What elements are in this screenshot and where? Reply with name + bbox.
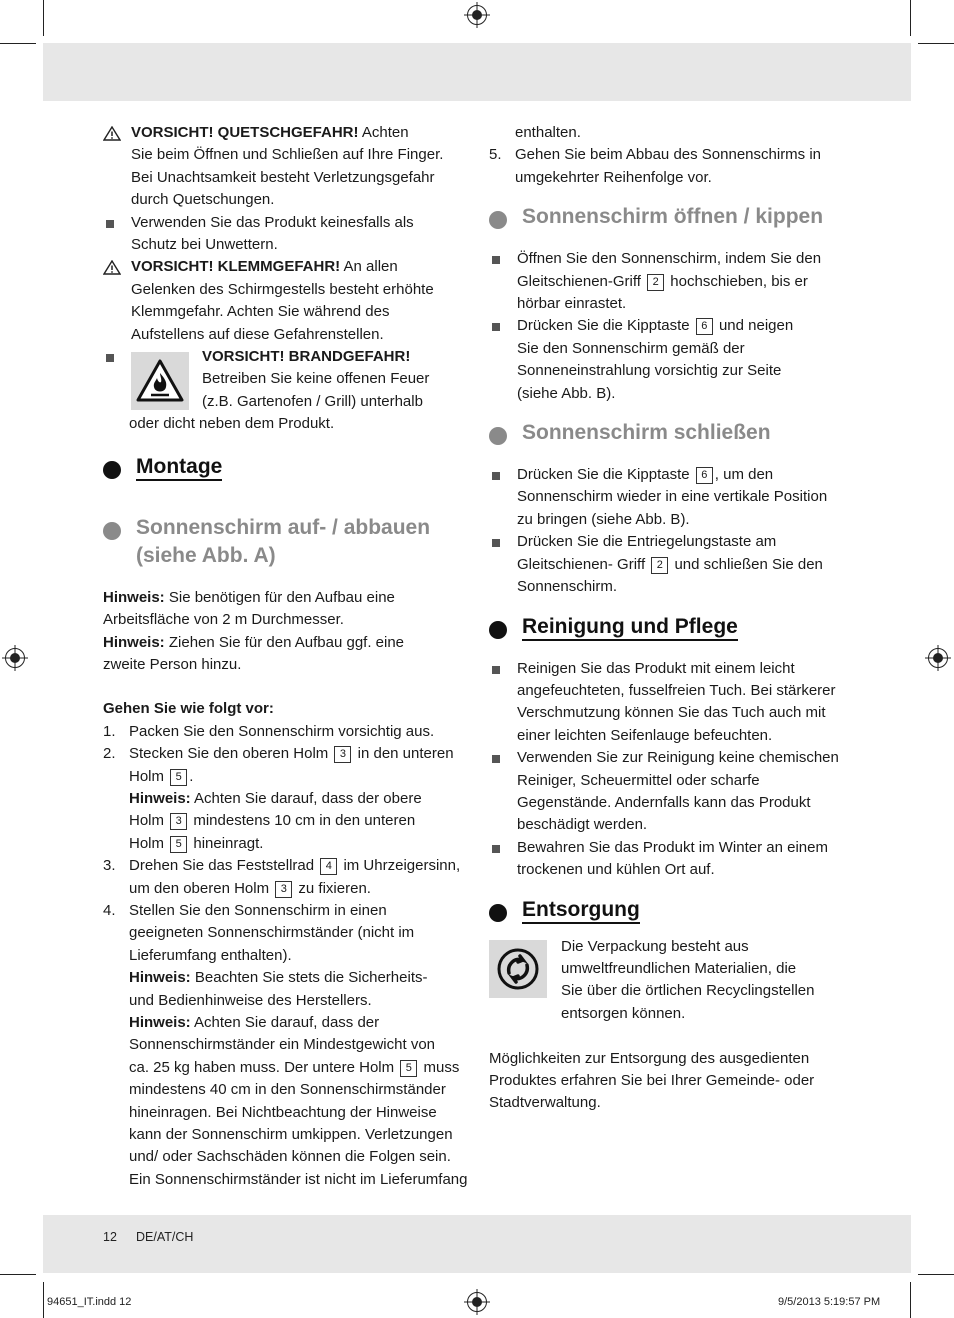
heading-setup xyxy=(103,514,469,570)
heading-close xyxy=(489,419,857,447)
warning-clamp xyxy=(103,256,469,346)
bullet-item xyxy=(489,464,857,531)
text: mindestens 40 cm in den Sonnenschirmständer xyxy=(129,1081,446,1099)
slug-file: 94651_IT.indd 12 xyxy=(47,1296,132,1308)
text: ca. 25 kg haben muss. Der untere Holm xyxy=(129,1058,395,1076)
text: angefeuchteten, fusselfreien Tuch. Bei stärkerer xyxy=(517,681,836,699)
text: zweite Person hinzu. xyxy=(103,655,242,673)
crop-mark xyxy=(0,1274,36,1275)
text: hochschieben, bis er xyxy=(670,272,808,290)
text: (siehe Abb. B). xyxy=(517,384,616,402)
text: Packen Sie den Sonnenschirm vorsichtig aus. xyxy=(129,722,435,740)
text: umweltfreundlichen Materialien, die xyxy=(561,959,797,977)
text: geeigneten Sonnenschirmständer (nicht im xyxy=(129,924,415,942)
text: Sonneneinstrahlung vorsichtig zur Seite xyxy=(517,362,782,380)
text: Sie den Sonnenschirm gemäß der xyxy=(517,339,745,357)
step-5 xyxy=(489,144,857,189)
text: entsorgen können. xyxy=(561,1004,686,1022)
text: (z.B. Gartenofen / Grill) unterhalb xyxy=(202,392,423,410)
part-ref: 5 xyxy=(170,836,187,853)
text: zu fixieren. xyxy=(298,879,371,897)
bullet-item xyxy=(489,837,857,882)
part-ref: 2 xyxy=(647,274,664,291)
hint-label: Hinweis: xyxy=(129,969,191,987)
text: Arbeitsfläche von 2 m Durchmesser. xyxy=(103,611,344,629)
heading-text: Sonnenschirm öffnen / kippen xyxy=(522,205,824,229)
text: und Bedienhinweise des Herstellers. xyxy=(129,991,372,1009)
text: und neigen xyxy=(718,317,794,335)
text: muss xyxy=(423,1058,460,1076)
text: Schutz bei Unwettern. xyxy=(131,236,278,254)
text: Gleitschienen- Griff xyxy=(517,555,646,573)
text: in den unteren xyxy=(357,745,454,763)
part-ref: 4 xyxy=(320,858,337,875)
crop-mark xyxy=(43,1282,44,1318)
text: Holm xyxy=(129,812,165,830)
page-number: 12 xyxy=(103,1230,117,1244)
recycle-icon xyxy=(489,940,547,998)
heading-text: (siehe Abb. A) xyxy=(136,543,276,567)
text: Gleitschienen-Griff xyxy=(517,272,641,290)
step-number: 2. xyxy=(103,745,116,763)
steps-title: Gehen Sie wie folgt vor: xyxy=(103,700,274,718)
part-ref: 3 xyxy=(334,746,351,763)
text: Sonnenschirmständer ein Mindestgewicht von xyxy=(129,1036,435,1054)
text: Drehen Sie das Feststellrad xyxy=(129,857,315,875)
heading-montage xyxy=(103,453,469,481)
heading-text: Montage xyxy=(136,455,222,481)
part-ref: 6 xyxy=(696,318,713,335)
text: Sonnenschirm. xyxy=(517,578,618,596)
hint-label: Hinweis: xyxy=(129,1014,191,1031)
text: hineinragen. Bei Nichtbeachtung der Hinweise xyxy=(129,1103,437,1121)
text: Sonnenschirm wieder in eine vertikale Position xyxy=(517,488,828,506)
text: Produktes erfahren Sie bei Ihrer Gemeinde- oder xyxy=(489,1071,815,1089)
text: und schließen Sie den xyxy=(674,555,823,573)
bullet-square-icon xyxy=(492,755,500,763)
heading-text: Reinigung und Pflege xyxy=(522,615,738,641)
fire-warning-icon xyxy=(131,352,189,410)
text: Gehen Sie beim Abbau des Sonnenschirms in xyxy=(515,146,822,164)
heading-bullet-icon xyxy=(489,904,507,922)
text: beschädigt werden. xyxy=(517,816,648,834)
text: Sie über die örtlichen Recyclingstellen xyxy=(561,982,815,1000)
part-ref: 3 xyxy=(275,881,292,898)
part-ref: 3 xyxy=(170,813,187,830)
text: trockenen und kühlen Ort auf. xyxy=(517,861,715,879)
text: Achten Sie darauf, dass der xyxy=(190,1014,380,1031)
part-ref: 2 xyxy=(651,557,668,574)
heading-bullet-icon xyxy=(489,621,507,639)
heading-text: Sonnenschirm auf- / abbauen xyxy=(136,515,431,539)
bullet-square-icon xyxy=(492,472,500,480)
region-label: DE/AT/CH xyxy=(136,1230,194,1244)
bullet-item xyxy=(489,315,857,405)
text: und/ oder Sachschäden können die Folgen sein. xyxy=(129,1148,451,1166)
text: hörbar einrastet. xyxy=(517,295,627,313)
text: oder dicht neben dem Produkt. xyxy=(129,415,335,433)
text: mindestens 10 cm in den unteren xyxy=(193,812,416,830)
part-ref: 6 xyxy=(696,467,713,484)
text: Klemmgefahr. Achten Sie während des xyxy=(131,303,390,321)
text: Lieferumfang enthalten). xyxy=(129,946,292,964)
text: An allen xyxy=(340,258,398,276)
warning-title: VORSICHT! QUETSCHGEFAHR! xyxy=(131,124,359,141)
text: enthalten. xyxy=(515,124,581,141)
step-2 xyxy=(103,743,469,855)
text: Holm xyxy=(129,834,165,852)
text: Stecken Sie den oberen Holm xyxy=(129,745,329,763)
step-number: 1. xyxy=(103,722,116,740)
text: Drücken Sie die Kipptaste xyxy=(517,317,690,335)
warning-fire xyxy=(103,346,469,436)
part-ref: 5 xyxy=(170,769,187,786)
heading-text: Entsorgung xyxy=(522,898,640,924)
crop-mark xyxy=(0,43,36,44)
text: Sie beim Öffnen und Schließen auf Ihre Finger. xyxy=(131,146,444,164)
registration-mark-icon xyxy=(467,1292,487,1312)
slug-date: 9/5/2013 5:19:57 PM xyxy=(778,1296,881,1308)
text: Drücken Sie die Entriegelungstaste am xyxy=(517,533,777,551)
warning-title: VORSICHT! KLEMMGEFAHR! xyxy=(131,258,341,276)
heading-open-tilt xyxy=(489,203,857,231)
text: Verwenden Sie das Produkt keinesfalls als xyxy=(131,213,414,231)
text: , um den xyxy=(714,466,774,484)
hint-label: Hinweis: xyxy=(129,789,191,807)
text: um den oberen Holm xyxy=(129,879,270,897)
part-ref: 5 xyxy=(400,1060,417,1077)
hint-2 xyxy=(103,632,469,677)
step-number: 4. xyxy=(103,901,116,919)
text: Reiniger, Scheuermittel oder scharfe xyxy=(517,771,760,789)
text: Ziehen Sie für den Aufbau ggf. eine xyxy=(164,633,405,651)
text: umgekehrter Reihenfolge vor. xyxy=(515,168,712,186)
bullet-item xyxy=(489,747,857,837)
text: Stellen Sie den Sonnenschirm in einen xyxy=(129,901,387,919)
right-column xyxy=(489,122,857,1115)
crop-mark xyxy=(910,0,911,36)
crop-mark xyxy=(918,43,954,44)
text: Verwenden Sie zur Reinigung keine chemischen xyxy=(517,749,839,767)
text: Gegenstände. Andernfalls kann das Produkt xyxy=(517,793,811,811)
text: Beachten Sie stets die Sicherheits- xyxy=(190,969,428,987)
bullet-square-icon xyxy=(106,354,114,362)
footer-band xyxy=(43,1215,911,1273)
bullet-square-icon xyxy=(492,539,500,547)
warning-title: VORSICHT! BRANDGEFAHR! xyxy=(202,348,411,366)
disposal-info xyxy=(489,1048,857,1115)
bullet-square-icon xyxy=(106,220,114,228)
heading-bullet-icon xyxy=(103,461,121,479)
text: einer leichten Seifenlauge befeuchten. xyxy=(517,726,773,744)
bullet-item xyxy=(489,531,857,598)
bullet-item xyxy=(489,248,857,315)
heading-bullet-icon xyxy=(103,522,121,540)
hint-label: Hinweis: xyxy=(103,588,165,606)
warning-pinch xyxy=(103,122,469,212)
disposal-block xyxy=(489,936,857,1026)
text: Bei Unachtsamkeit besteht Verletzungsgefahr xyxy=(131,168,435,186)
text: im Uhrzeigersinn, xyxy=(343,857,461,875)
text: Reinigen Sie das Produkt mit einem leicht xyxy=(517,659,795,677)
text: Betreiben Sie keine offenen Feuer xyxy=(202,370,430,388)
text: Aufstellens auf diese Gefahrenstellen. xyxy=(131,325,384,343)
text: kann der Sonnenschirm umkippen. Verletzungen xyxy=(129,1126,453,1144)
text: Achten Sie darauf, dass der obere xyxy=(190,789,422,807)
bullet-square-icon xyxy=(492,845,500,853)
text: Gelenken des Schirmgestells besteht erhöhte xyxy=(131,280,434,298)
step-4 xyxy=(103,900,469,1191)
bullet-square-icon xyxy=(492,256,500,264)
text: Ein Sonnenschirmständer ist nicht im Lieferumfang xyxy=(129,1170,468,1188)
text: Öffnen Sie den Sonnenschirm, indem Sie den xyxy=(517,250,822,268)
text: . xyxy=(189,767,194,785)
bullet-square-icon xyxy=(492,666,500,674)
heading-cleaning xyxy=(489,613,857,641)
text: Verschmutzung können Sie das Tuch auch mit xyxy=(517,704,826,722)
hint-label: Hinweis: xyxy=(103,633,165,651)
warning-triangle-icon xyxy=(103,126,121,141)
crop-mark xyxy=(918,1274,954,1275)
text: Bewahren Sie das Produkt im Winter an einem xyxy=(517,838,828,856)
heading-disposal xyxy=(489,896,857,924)
heading-bullet-icon xyxy=(489,427,507,445)
registration-mark-icon xyxy=(5,648,25,668)
text: Die Verpackung besteht aus xyxy=(561,937,749,955)
bullet-square-icon xyxy=(492,323,500,331)
crop-mark xyxy=(910,1282,911,1318)
text: Sie benötigen für den Aufbau eine xyxy=(164,588,395,606)
registration-mark-icon xyxy=(467,5,487,25)
heading-bullet-icon xyxy=(489,211,507,229)
warning-triangle-icon xyxy=(103,260,121,275)
text: Drücken Sie die Kipptaste xyxy=(517,466,690,484)
step-3 xyxy=(103,855,469,900)
header-band xyxy=(43,43,911,101)
text: Möglichkeiten zur Entsorgung des ausgedienten xyxy=(489,1049,810,1067)
step-number: 3. xyxy=(103,857,116,875)
text: Stadtverwaltung. xyxy=(489,1094,601,1112)
crop-mark xyxy=(43,0,44,36)
left-column xyxy=(103,122,469,1191)
step-number: 5. xyxy=(489,146,502,164)
text: Holm xyxy=(129,767,165,785)
registration-mark-icon xyxy=(928,648,948,668)
text: zu bringen (siehe Abb. B). xyxy=(517,510,690,528)
bullet-item xyxy=(103,212,469,257)
heading-text: Sonnenschirm schließen xyxy=(522,421,771,445)
step-1 xyxy=(103,721,469,743)
text: hineinragt. xyxy=(193,834,264,852)
text: durch Quetschungen. xyxy=(131,191,275,209)
hint-1 xyxy=(103,587,469,632)
bullet-item xyxy=(489,658,857,748)
text: Achten xyxy=(358,124,409,141)
